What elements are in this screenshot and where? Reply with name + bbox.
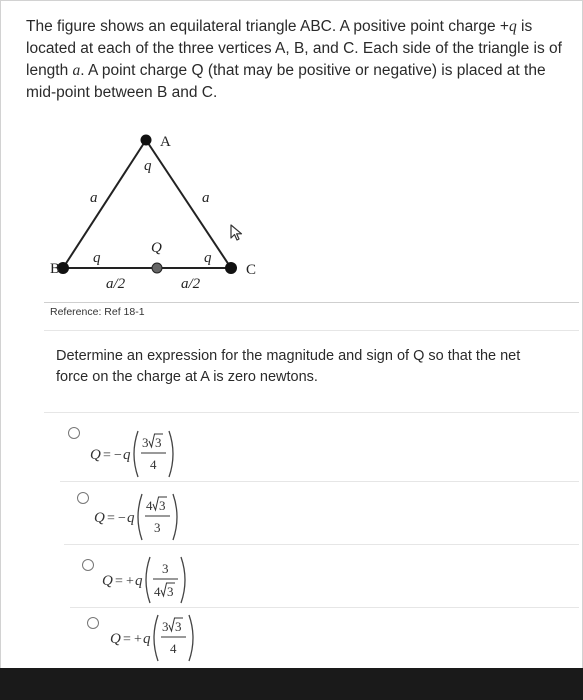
option-4-lhs: Q [110, 631, 121, 647]
triangle-figure [50, 128, 280, 300]
option-3-eq: = [115, 574, 123, 589]
prompt-bottom-divider [44, 412, 579, 413]
option-2-divider [64, 544, 579, 545]
option-4-den: 4 [170, 641, 177, 656]
option-1-den: 4 [150, 457, 157, 472]
charge-a-label: q [144, 158, 152, 174]
option-4-formula [110, 612, 250, 664]
option-2-formula [94, 491, 234, 543]
half-right-label: a/2 [181, 276, 201, 292]
option-1-q: q [123, 447, 131, 463]
charge-c-label: q [204, 250, 212, 266]
option-2-sign: − [118, 511, 126, 526]
option-3-radio[interactable] [82, 559, 94, 571]
option-2[interactable] [64, 486, 564, 544]
option-3-lhs: Q [102, 573, 113, 589]
vertex-a-label: A [160, 134, 171, 150]
option-4-radio[interactable] [87, 617, 99, 629]
question-a-symbol: a [72, 62, 81, 79]
mouse-cursor-icon [229, 224, 245, 242]
question-part-1: The figure shows an equilateral triangle ABC. A positive point charge + [26, 18, 509, 35]
option-3-den-rad: 3 [167, 584, 174, 599]
option-1-radio[interactable] [68, 427, 80, 439]
option-4-eq: = [123, 632, 131, 647]
option-3-den-coef: 4 [154, 584, 161, 599]
vertex-c-label: C [246, 262, 257, 278]
option-2-q: q [127, 510, 135, 526]
charge-q-dot [152, 263, 162, 273]
option-4-q: q [143, 631, 151, 647]
charge-q-label: Q [151, 240, 162, 256]
charge-a-dot [141, 135, 152, 146]
option-4-sign: + [134, 632, 142, 647]
question-part-2: is located at each of the three vertices A, B, and C. Each side of the triangle is of length [26, 18, 562, 79]
option-3-q: q [135, 573, 143, 589]
option-1-num-rad: 3 [155, 435, 162, 450]
option-2-num-coef: 4 [146, 498, 153, 513]
option-1-formula [90, 428, 230, 480]
option-1[interactable] [60, 422, 560, 482]
option-3-sign: + [126, 574, 134, 589]
option-2-lhs: Q [94, 510, 105, 526]
reference-label: Reference: Ref 18-1 [50, 306, 145, 318]
question-text [26, 16, 566, 104]
option-3[interactable] [70, 552, 570, 610]
vertex-b-label: B [50, 261, 61, 277]
side-ab [63, 140, 146, 268]
side-left-label: a [90, 190, 98, 206]
side-right-label: a [202, 190, 210, 206]
option-1-lhs: Q [90, 447, 101, 463]
option-1-divider [60, 481, 579, 482]
question-q-symbol: q [508, 18, 517, 35]
option-3-divider [70, 607, 579, 608]
prompt-top-divider [44, 330, 579, 331]
charge-c-dot [225, 262, 237, 274]
option-2-radio[interactable] [77, 492, 89, 504]
option-2-num-rad: 3 [159, 498, 166, 513]
figure-divider [44, 302, 579, 303]
charge-b-label: q [93, 250, 101, 266]
option-4-num-rad: 3 [175, 619, 182, 634]
option-1-sign: − [114, 448, 122, 463]
bottom-bar [0, 668, 583, 700]
option-4-num-coef: 3 [162, 619, 169, 634]
prompt-text: Determine an expression for the magnitude and sign of Q so that the net force on the charge at A is zero newtons. [56, 348, 521, 385]
half-left-label: a/2 [106, 276, 126, 292]
option-3-num: 3 [162, 561, 169, 576]
option-2-eq: = [107, 511, 115, 526]
option-2-den: 3 [154, 520, 161, 535]
option-4[interactable] [74, 611, 574, 667]
option-1-num-coef: 3 [142, 435, 149, 450]
option-1-eq: = [103, 448, 111, 463]
question-part-3: . A point charge Q (that may be positive or negative) is placed at the mid-point between B and C. [26, 62, 546, 101]
option-3-formula [102, 554, 242, 606]
